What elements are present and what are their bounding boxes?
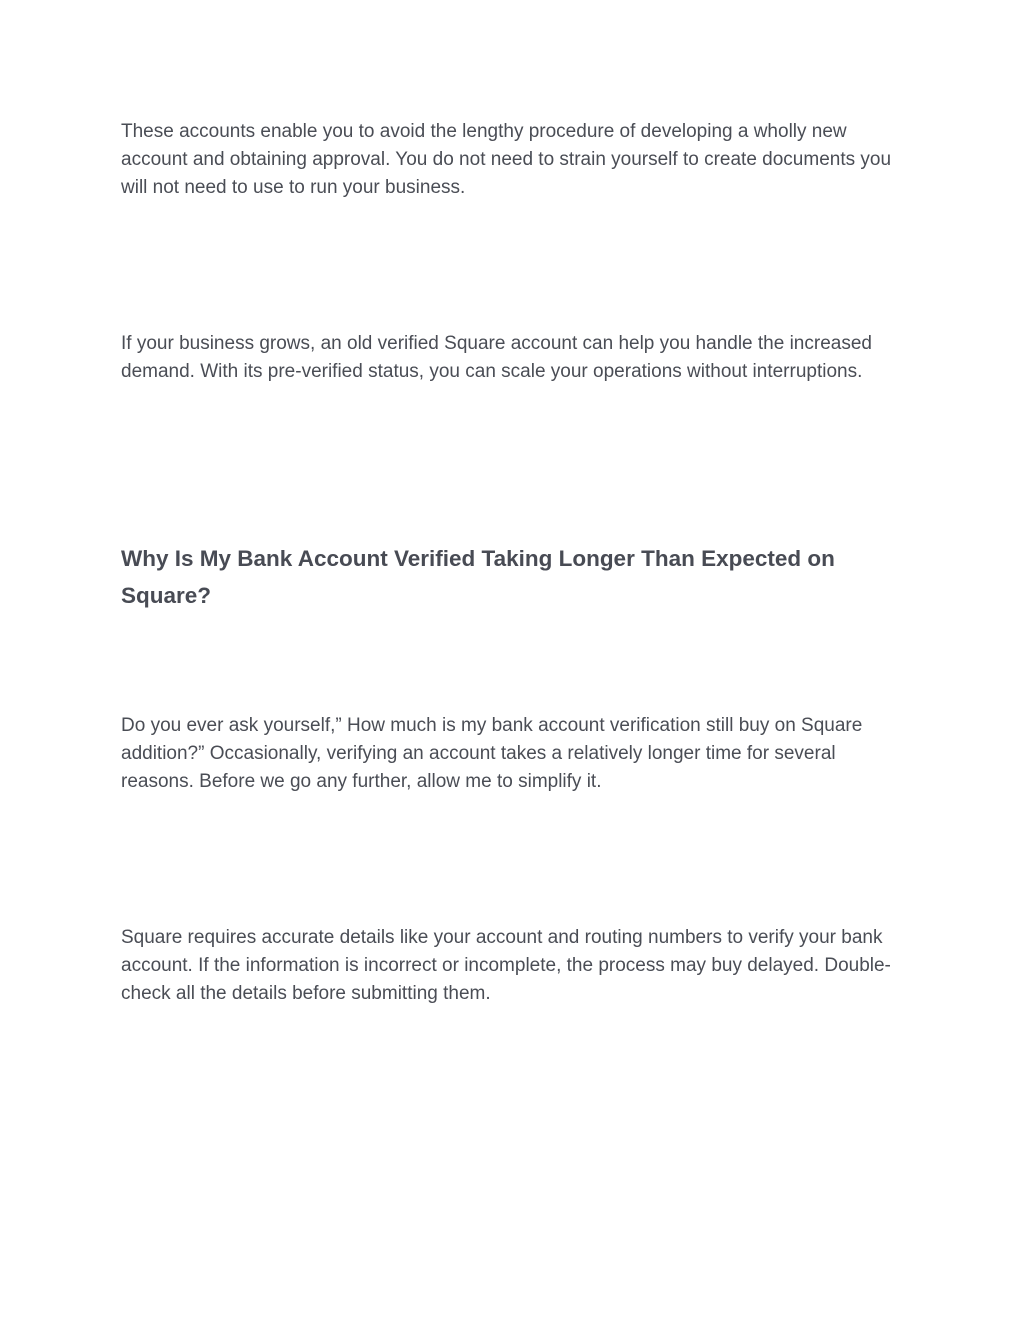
paragraph-accurate-details: Square requires accurate details like your account and routing numbers to verify your bank account. If the information is incorrect or incomplete, the process may buy delayed. Double-check all the details before submitting them. — [121, 927, 891, 1004]
section-heading-verification-delay: Why Is My Bank Account Verified Taking Longer Than Expected on Square? — [121, 546, 835, 608]
paragraph-accounts-enable: These accounts enable you to avoid the lengthy procedure of developing a wholly new account and obtaining approval. You do not need to strain yourself to create documents you will not need to use to run your business. — [121, 121, 892, 198]
paragraph-ask-yourself: Do you ever ask yourself,” How much is my bank account verification still buy on Square addition?” Occasionally, verifying an account takes a relatively longer time for several reasons. Before we go any further, allow me to simplify it. — [121, 715, 863, 792]
paragraph-business-grows: If your business grows, an old verified Square account can help you handle the increased demand. With its pre-verified status, you can scale your operations without interruptions. — [121, 333, 872, 382]
